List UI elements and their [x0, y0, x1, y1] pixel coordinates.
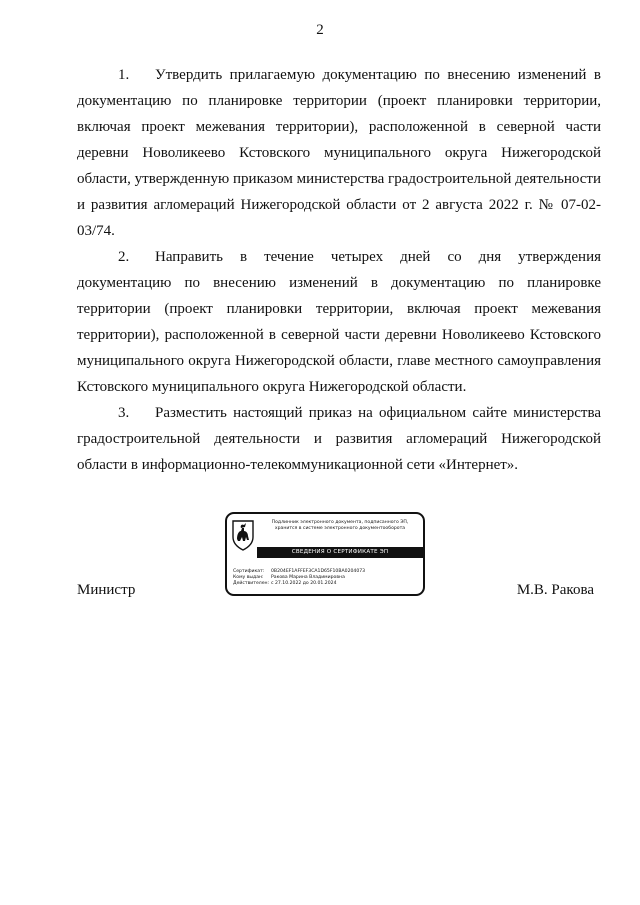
signer-title: Министр — [77, 582, 136, 598]
stamp-row-value: с 27.10.2022 до 20.01.2024 — [271, 581, 337, 587]
stamp-details — [233, 569, 423, 588]
paragraph-number: 1. — [118, 67, 130, 83]
electronic-signature-stamp — [225, 512, 425, 596]
signature-block — [77, 510, 601, 602]
paragraph-number: 2. — [118, 249, 130, 265]
paragraph-3 — [77, 400, 601, 478]
stamp-header-line: Подлинник электронного документа, подписанного ЭП, — [271, 520, 409, 525]
signer-name: М.В. Ракова — [516, 582, 594, 598]
stamp-header — [257, 520, 423, 532]
stamp-title-bar: СВЕДЕНИЯ О СЕРТИФИКАТЕ ЭП — [257, 547, 423, 558]
page-number: 2 — [316, 22, 324, 38]
document-body — [77, 62, 601, 478]
paragraph-text: Утвердить прилагаемую документацию по внесению изменений в документацию по планировке территории (проект планировки территории, включая проект межевания территории), расположенной в северной части деревни Новоликеево Кстовского муниципального округа Нижегородской области, утвержденную приказом министерства градостроительной деятельности и развития агломераций Нижегородской области от 2 августа 2022 г. № 07-02-03/74. — [77, 67, 601, 239]
paragraph-text: Направить в течение четырех дней со дня утверждения документацию по внесению изменений в документацию по планировке территории (проект планировки территории, включая проект межевания территории), расположенной в северной части деревни Новоликеево Кстовского муниципального округа Нижегородской области, главе местного самоуправления Кстовского муниципального округа Нижегородской области. — [77, 249, 601, 395]
stamp-row-value: Ракова Марина Владимировна — [271, 575, 345, 581]
stamp-row-validity — [233, 581, 423, 587]
paragraph-2 — [77, 244, 601, 400]
stamp-row-label: Действителен: — [233, 581, 270, 587]
paragraph-text: Разместить настоящий приказ на официальном сайте министерства градостроительной деятельности и развития агломераций Нижегородской области в информационно-телекоммуникационной сети «Интернет». — [77, 405, 601, 473]
paragraph-number: 3. — [118, 405, 130, 421]
stamp-row-label: Сертификат: — [233, 569, 265, 574]
stamp-row-value: 0B204EF1AFFEF3CA1D65F10BA0204073 — [271, 569, 366, 574]
stamp-header-line: хранится в системе электронного документооборота — [274, 526, 406, 531]
stamp-row-label: Кому выдан: — [233, 575, 264, 581]
paragraph-1 — [77, 62, 601, 244]
coat-of-arms-icon — [231, 519, 255, 551]
